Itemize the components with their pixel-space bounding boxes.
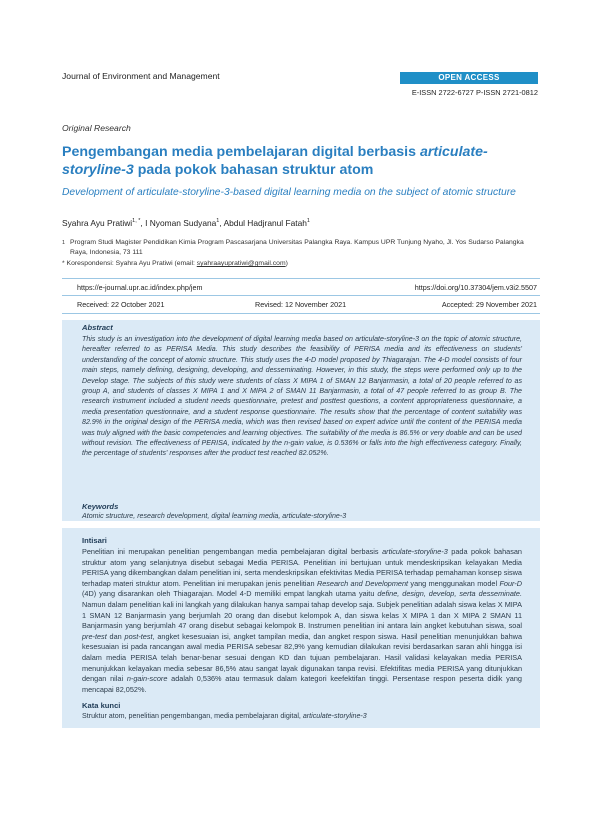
abstract-heading: Abstract [82,323,113,332]
intisari-s8: adalah 0,536% atau termasuk dalam kategori keefektifan tinggi. Persentase respon peserta didik yang mencapai 82,052%. [82,674,522,694]
affiliation [62,238,540,258]
author-2-affil: 1 [216,218,220,225]
intisari-s5: Namun dalam penelitian kali ini langkah yang dilakukan hanya sampai tahap develop saja. Subjek penelitian adalah siswa kelas X MIPA 1 SMAN 12 Banjarmasin yang berjumlah 20 orang dan disebut kelompok A, dan siswa kelas X MIPA 1 dan X MIPA 2 SMAN 11 Banjarmasin yang berjumlah 47 orang disebut sebagai kelompok B. Instrumen penelitian ini antara lain angket kebutuhan siswa, soal [82,599,522,631]
kata-kunci-plain: Struktur atom, penelitian pengembangan, media pembelajaran digital, [82,712,303,720]
keywords-heading: Keywords [82,502,119,511]
correspondence [62,260,288,267]
divider-top [62,278,540,279]
intisari-s2-italic: Research and Development [316,578,409,588]
article-subtitle: Development of articulate-storyline-3-based digital learning media on the subject of atomic structure [62,187,516,198]
author-list: Syahra Ayu Pratiwi$^{1, *}$, I Nyoman Sudyana$^1$, Abdul Hadjranul Fatah$^1$ [62,218,310,228]
doi-link[interactable]: https://doi.org/10.37304/jem.v3i2.5507 [414,283,537,292]
kata-kunci-text [82,712,522,720]
divider-bottom [62,313,540,314]
title-part-1: Pengembangan media pembelajaran digital berbasis [62,144,420,160]
affiliation-text: Program Studi Magister Pendidikan Kimia Program Pascasarjana Universitas Palangka Raya. Kampus UPR Tunjung Nyaho, Jl. Yos Sudarso Palangka Raya, Indonesia, 73 111 [70,239,524,256]
intisari-s6-italic: post-test [124,631,153,641]
received-date: Received: 22 October 2021 [77,300,165,309]
intisari-s2: pada pokok bahasan struktur atom yang selanjutnya disebut sebagai Media PERISA. Penelitian ini bertujuan untuk mendeskripsikan kelayakan Media PERISA yang dikembangkan dalam penelitian ini, serta mendeskripsikan efektivitas Media PERISA terhadap pemahaman konsep siswa terhadap materi struktur atom. Penelitian ini merupakan jenis penelitian [82,547,522,588]
intisari-s3-italic: Four-D [499,578,523,588]
correspondence-end: ) [285,260,288,267]
intisari-s3: yang menggunakan model [408,578,500,588]
intisari-s6: dan [106,631,125,641]
revised-date: Revised: 12 November 2021 [255,300,347,309]
intisari-s4-italic: define, design, develop, serta desseminate. [377,589,522,599]
accepted-date: Accepted: 29 November 2021 [441,300,537,309]
author-1: Syahra Ayu Pratiwi [62,218,133,228]
correspondence-email[interactable]: syahraayupratiwi@gmail.com [196,260,286,267]
intisari-s7-italic: n-gain-score [126,674,168,684]
affiliation-mark: 1 [62,240,66,246]
title-italic: articulate-storyline-3 [62,144,488,178]
intisari-s1: Penelitian ini merupakan penelitian pengembangan media pembelajaran digital berbasis [82,547,383,556]
open-access-badge: OPEN ACCESS [400,72,538,84]
intisari-s5-italic: pre-test [82,631,107,641]
kata-kunci-italic: articulate-storyline-3 [302,712,367,720]
journal-name: Journal of Environment and Management [62,71,220,81]
intisari-text [82,547,522,695]
intisari-s4: (4D) yang disarankan oleh Thiagarajan. Model 4-D memiliki empat langkah utama yaitu [82,589,378,599]
issn-line: E-ISSN 2722-6727 P-ISSN 2721-0812 [411,88,538,97]
divider-middle [62,295,540,296]
author-1-affil: 1, * [132,218,141,225]
intisari-s1-italic: articulate-storyline-3 [382,547,448,556]
article-title [62,143,540,179]
keywords-text: Atomic structure, research development, digital learning media, articulate-storyline-3 [82,512,347,520]
kata-kunci-heading: Kata kunci [82,701,121,710]
author-2: I Nyoman Sudyana [145,218,217,228]
author-3-affil: 1 [306,218,310,225]
intisari-heading: Intisari [82,536,107,545]
intisari-s7: , angket kesesuaian isi, angket tampilan media, dan angket respon siswa. Hasil penelitian menunjukkan bahwa kesesuaian isi pada rancangan awal media PERISA sebesar 82,9% yang kemudian dilakukan revisi berdasarkan saran ahli hingga isi dalam media PERISA telah benar-benar sesuai dengan KD dan tujuan pembelajaran. Hasil validasi kelayakan media PERISA menunjukkan kelayakan media sebesar 86,5% atau sangat layak digunakan tanpa revisi. Efektifitas media PERISA yang ditunjukkan dengan nilai [82,631,523,684]
title-part-2: pada pokok bahasan struktur atom [133,162,374,178]
abstract-text: This study is an investigation into the development of digital learning media based on articulate-storyline-3 on the topic of atomic structure, hereafter referred to as PERISA Media. This study describes the feasibility of PERISA media and its effectiveness on students' understanding of the concept of atomic structure. This study uses the 4-D model proposed by Thiagarajan. The 4-D model consists of four main steps, namely defining, designing, developing, and desseminating. However, in this study, the steps were performed only up to the Develop stage. The subjects of this study were students of class X MIPA 1 of SMAN 12 Banjarmasin, a total of 20 people referred to as group A, and students of classes X MIPA 1 and X MIPA 2 of SMAN 11 Banjarmasin, a total of 47 people referred to as group B. The research instrument included a student needs questionnaire, pretest and posttest questions, a content appropriateness questionnaire, a media presentation questionnaire, and a student response questionnaire. The results show that the percentage of content suitability was 82.9% in the original design of the PERISA media, which was then revised based on expert advice until the content of the PERISA media was truly aligned with the basic competencies and learning objectives. The suitability of the media is 86.5% or very doable and can be used without revision. The effectiveness of PERISA, indicated by the n-gain value, is 0.536% or falls into the high effectiveness category. Finally, the percentage of students' responses after the product test reached 82.052%. [82,335,522,458]
article-category: Original Research [62,123,131,133]
correspondence-label: * Korespondensi: Syahra Ayu Pratiwi (email: [62,260,197,267]
author-3: Abdul Hadjranul Fatah [223,218,307,228]
journal-url-link[interactable]: https://e-journal.upr.ac.id/index.php/jem [77,283,203,292]
